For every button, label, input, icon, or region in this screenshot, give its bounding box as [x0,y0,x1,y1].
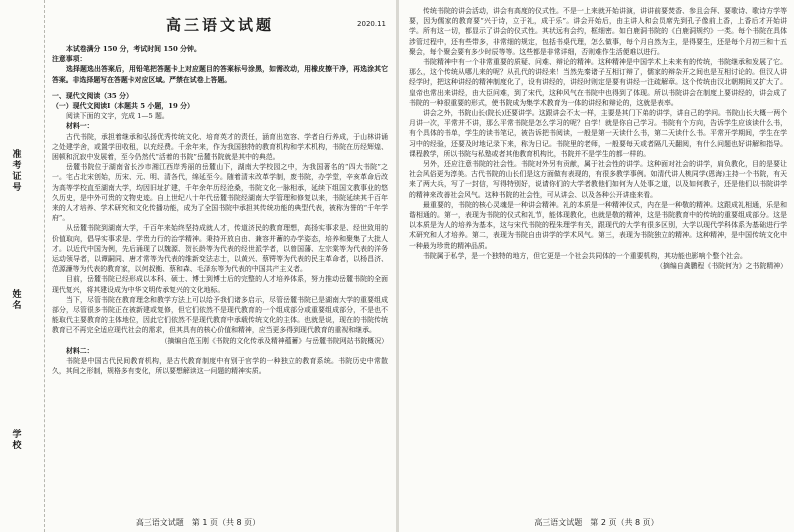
notice-heading: 注意事项： [52,55,87,64]
page-2-paragraph: 最重要的，书院的核心灵魂是一种讲会精神。礼的本质是一种精神仪式，内在是一种敬的精神。这跟成礼相通，乐是和谐相通的。第一，表现为书院的仪式和礼节，能体现教化，也就是敬的精神，这是书院教育中的传统的重要组成部分。这是以本质是为人的培养为基本，这与宋代书院的程朱理学有关，跟现代的大学有很多区别，大学以现代学科体系为基础进行学术研究和人才培养。第二，表现为书院自由讲学的学术风气。第三，表现为书院独立的精神。这种精神，是中国传统文化中一种最为珍贵的精神品质。 [409,200,787,250]
exam-page-1 [0,0,396,532]
section-heading: 一、现代文阅读（35 分） [52,91,133,100]
material-1-heading: 材料一： [66,122,94,131]
material-1-paragraph: 目前，岳麓书院已经形成以本科、硕士、博士到博士后的完整的人才培养体系，努力推动岳麓书院的全面现代复兴，将其建设成为中华文明传承复兴的文化地标。 [52,275,388,294]
page-2-column [409,6,787,506]
material-1-paragraph: 岳麓书院位于湖南省长沙市湘江西岸秀丽的岳麓山下，湖南大学校园之中，为我国著名的“四大书院”之一。宅占北宋创始，历宋、元、明、清各代，绵延至今。随着清末改革学制，废书院，办学堂，辛亥革命后改为高等学校直至湖南大学，均因旧址扩建，千年余年历经沧桑，书院文化一脉相承，延续下组国文教事业的悠久历史，是中外可贵的文物史迹。自上世纪八十年代岳麓书院经湖南大学管理和修复以来，书院延续其千百年来的人才培养、学术研究和文化传播功能，成为了全国书院中承担其传统功能的典型代表，被称为誉的“千年学府”。 [52,163,388,223]
binding-label-exam-id: 准考证号 [12,150,22,193]
page-2-footer: 高三语文试题 第 2 页（共 8 页） [534,518,659,527]
page-2-paragraph: 书院精神中有一个非常重要的质疑、问难、辩论的精神。这种精神是中国学术上未来有的传统，书院继承和发展了它。那么，这个传统从哪儿来的呢？从孔代的讲经来！当然先秦诸子互相订辩了，儒家的辩杂开之间也是互相讨论的。但汉人讲经学时，把这种讲经的精神制度化了，设有讲经的，讲经时则定是要有讲经一注疏解章。这个传统由汉北朝期间又扩大了。皇帝也常出来讲经，由大臣问难，到了宋代，这种风气在书院中也得到了体现。所以书院讲会在制度上要讲经的，讲会成了书院的一种很重要的形式，使书院成为集学术教育为一体的讲经和辩论的，这就是表率。 [409,58,787,107]
exam-info: 本试卷满分 150 分，考试时间 150 分钟。 [66,45,201,53]
page-2-paragraph: 书院属于私学，是一个独特的地方，但它更是一个社会共同体的一个重要机构，其功能也影响个整个社会。 [423,251,747,260]
material-2-heading: 材料二： [66,346,94,355]
material-1-paragraph: 古代书院，承担着继承和弘扬优秀传统文化、培育英才的责任，涵育出宽容、学者自行养成，于山林讲诵之处建学舍，或置学田收租，以充经费。千余年来，作为我国独特的教育机构和学术机构，书院在历经辉煌、困顿和沉寂中发展着，至今仍然代“活着的书院”岳麓书院就是其中的典范。 [52,132,388,162]
exam-page-2 [399,0,794,532]
material-2-source: （摘编自龚鹏程《书院何为》之书院精神） [656,262,787,271]
page-2-paragraph: 讲会之外，书院山长(院长)还要讲学。这跟讲会不太一样，主要是其门下弟的讲学，讲自己的学问。书院山长大概一两个月讲一次，平常并不讲，那么平常书院是怎么学习的呢？自学！就是你自己学习。书院有个方向，告诉学生应该读什么书，有个具体的书单，学生的读书笔记，被告诉把书阅读，一般是第一天读什么书，第二天读什么书。平常开学期间，学生在学习中的经验，还要及时地记录下来，称为日记。书院里的老师，一般要每天或者隔几天翻阅，有什么问题也好讲解和指导。课程教学，所以书院与私塾或者其他教育机构比，书院并不是学生的都一样的。 [409,109,787,158]
exam-title: 高三语文试题 [165,16,274,34]
reading-instruction: 阅读下面的文字，完成 1—5 题。 [66,112,169,121]
material-1-source: （摘编自范玉刚《书院的文化传承及精神蕴蓄》与岳麓书院网站书院概况） [160,336,388,345]
exam-date: 2020.11 [357,20,386,28]
page-1-body [52,44,388,377]
binding-strip [0,0,45,532]
material-1-paragraph: 从岳麓书院到湖南大学，千百年来始终坚持成就人才，传道济民的教育理想，高扬实事求是、经世致用的价值取向，倡导实事求是、学贵力行的治学精神。秉持开放自由、兼容并蓄的办学姿态，培养和聚集了大批人才。以近代中国为例，先后涌现了以魏源、贺长龄等为代表的经世派学者，以曾国藩、左宗棠等为代表的洋务运动领导者，以谭嗣同、唐才常等为代表的维新变法志士，以黄兴、蔡锷等为代表的民主革命者，以杨昌济、范源濂等为代表的教育家，以何叔衡、蔡和森、毛泽东等为代表的中国共产主义者。 [52,224,388,274]
binding-label-name: 姓名 [12,290,22,311]
page-2-paragraph: 传统书院的讲会活动，讲会有高度的仪式性。不是一上来就开始讲演，讲讲前要焚香、参且会拜、要歌诗、歌诗方学等要，因为儒家的教育要“兴于诗，立于礼，成于乐”。讲会开始后，由主讲人和会员席先到孔子像前上香，上香后才开始讲学。所有这一切，都显示了讲会的仪式性。其状远有会约，框细密。如白鹿洞书院的《白鹿洞规约》一类。每个书院在具体涉管过程中，还有些带多，非常细的规定，包括书桌代理，怎么做事，每个月自然为主，是得要生，还是每个月初三和十五聚会，每个聚会要有多少时辰等等。这些都是非常详细，否则难作生活便难以进行。 [409,7,787,56]
page-1-footer: 高三语文试题 第 1 页（共 8 页） [135,518,261,527]
material-2-paragraph: 书院是中国古代民间教育机构，是古代教育制度中有别于官学的一种独立的教育系统。书院历史中常散久，其间之形制，规格多有变化，所以要想解读这一问题的精神实质。 [52,357,388,376]
notice-item: 选择题选出答案后，用铅笔把答题卡上对应题目的答案标号涂黑，如需改动，用橡皮擦干净，再选涂其它答案。非选择题写在答题卡对应区域。严禁在试卷上答题。 [52,65,388,84]
material-1-paragraph: 当下，尽管书院在教育理念和教学方法上可以给予我们诸多启示，尽管岳麓书院已是湖南大学的重要组成部分，尽管很多书院正在被新建或复修，但它们依然不是现代教育的一个组成部分或重要组成部分，不是也不能取代主要教育的主体地位，因此它们依然不是现代教育中承载传统文化的主体。也就是说，现在的书院传统教育已不再完全适应现代社会的需求，但其具有的核心价值和精神，应当更多得到现代教育的重视和继承。 [52,295,388,335]
binding-label-school: 学校 [12,430,22,451]
page-2-paragraph: 另外，还应注意书院的社会性。书院对外另有贡献，属于社会性的讲学。这种面对社会的讲学，肩负教化，目的是要让社会风俗更为淳美。古代书院的山长们是这方面做有表现的，有很多教学事例。如清代讲人桃同学(恩海)主持一个书院，有天来了两大兵，写了一封信，写得特别好，说请你们的大学者教他们如何为人处事之道，以及如何教子，还是他们以书院讲学的精神来改善社会风气。这种书院的社会性，可从讲会、以及各种公开讲座来看。 [409,160,787,199]
subsection-heading: （一）现代文阅读Ⅰ（本题共 5 小题，19 分） [52,102,194,111]
page-1-column [52,0,388,532]
